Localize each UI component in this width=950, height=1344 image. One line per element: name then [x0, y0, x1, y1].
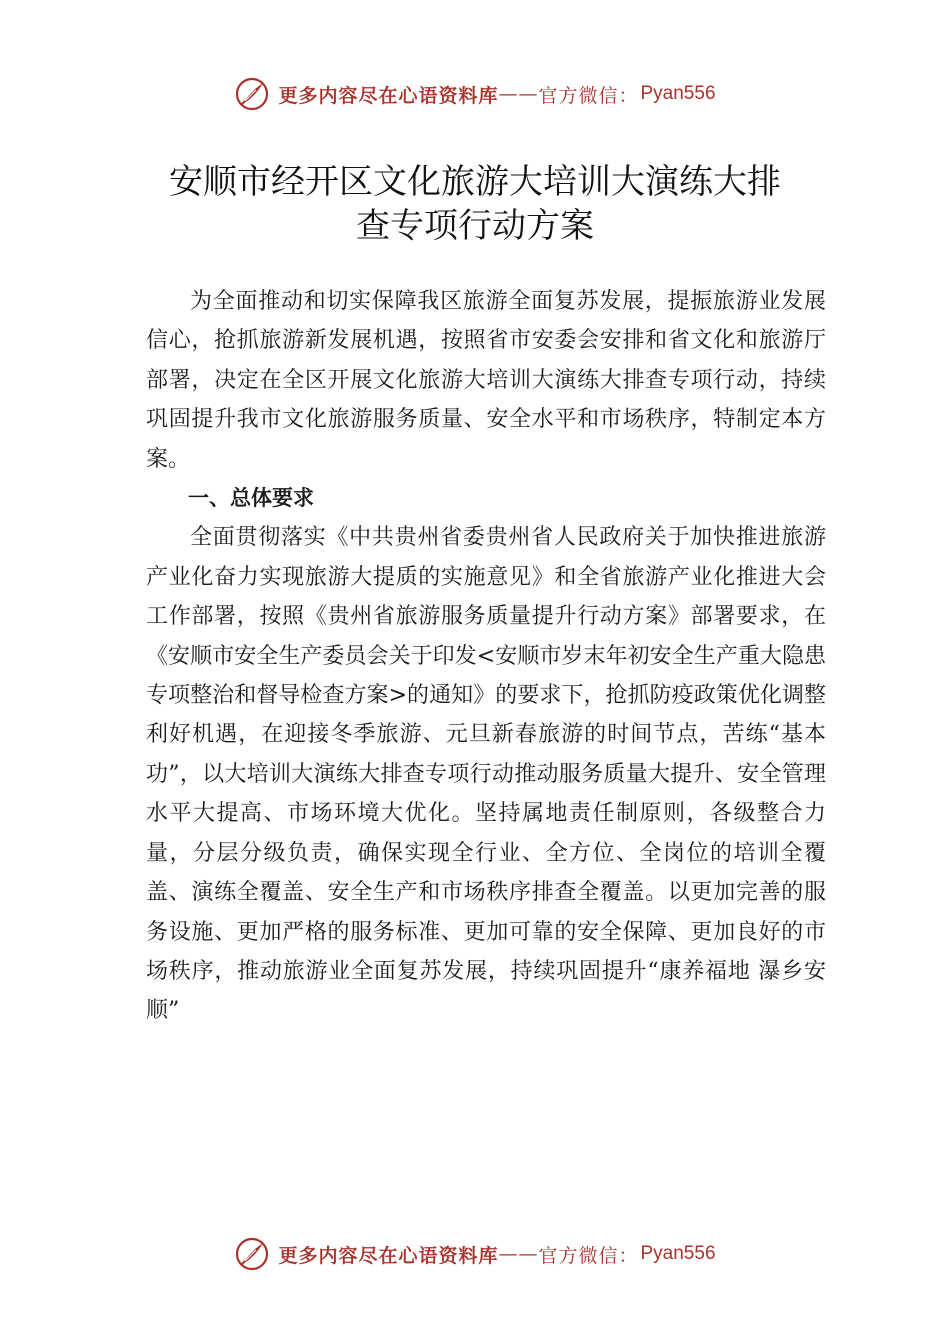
- banner-text: 更多内容尽在心语资料库: [278, 84, 499, 107]
- banner-wechat-label: 官方微信：: [538, 1244, 639, 1267]
- title-line-2: 查专项行动方案: [356, 206, 594, 246]
- section-heading: 一、总体要求: [188, 486, 314, 511]
- banner-separator: ——: [498, 83, 539, 105]
- banner-wechat-label: 官方微信：: [538, 84, 639, 107]
- document-title: [100, 160, 850, 248]
- intro-paragraph: 为全面推动和切实保障我区旅游全面复苏发展，提振旅游业发展信心，抢抓旅游新发展机遇，按照省市安委会安排和省文化和旅游厅部署，决定在全区开展文化旅游大培训大演练大排查专项行动，持续巩固提升我市文化旅游服务质量、安全水平和市场秩序，特制定本方案。: [146, 289, 826, 472]
- feather-quill-logo-icon: [234, 1236, 270, 1272]
- feather-quill-logo-icon: [234, 76, 270, 112]
- banner-wechat-id: Pyan556: [640, 83, 716, 104]
- document-body: [146, 282, 826, 1031]
- banner-wechat-id: Pyan556: [640, 1243, 716, 1264]
- banner-separator: ——: [498, 1243, 539, 1265]
- header-banner: [0, 74, 950, 114]
- footer-banner: [0, 1234, 950, 1274]
- section-paragraph: 全面贯彻落实《中共贵州省委贵州省人民政府关于加快推进旅游产业化奋力实现旅游大提质的实施意见》和全省旅游产业化推进大会工作部署，按照《贵州省旅游服务质量提升行动方案》部署要求，在《安顺市安全生产委员会关于印发<安顺市岁末年初安全生产重大隐患专项整治和督导检查方案>的通知》的要求下，抢抓防疫政策优化调整利好机遇，在迎接冬季旅游、元旦新春旅游的时间节点，苦练“基本功”，以大培训大演练大排查专项行动推动服务质量大提升、安全管理水平大提高、市场环境大优化。坚持属地责任制原则，各级整合力量，分层分级负责，确保实现全行业、全方位、全岗位的培训全覆盖、演练全覆盖、安全生产和市场秩序排查全覆盖。以更加完善的服务设施、更加严格的服务标准、更加可靠的安全保障、更加良好的市场秩序，推动旅游业全面复苏发展，持续巩固提升“康养福地 瀑乡安顺”: [146, 525, 826, 1024]
- banner-text: 更多内容尽在心语资料库: [278, 1244, 499, 1267]
- title-line-1: 安顺市经开区文化旅游大培训大演练大排: [169, 162, 781, 202]
